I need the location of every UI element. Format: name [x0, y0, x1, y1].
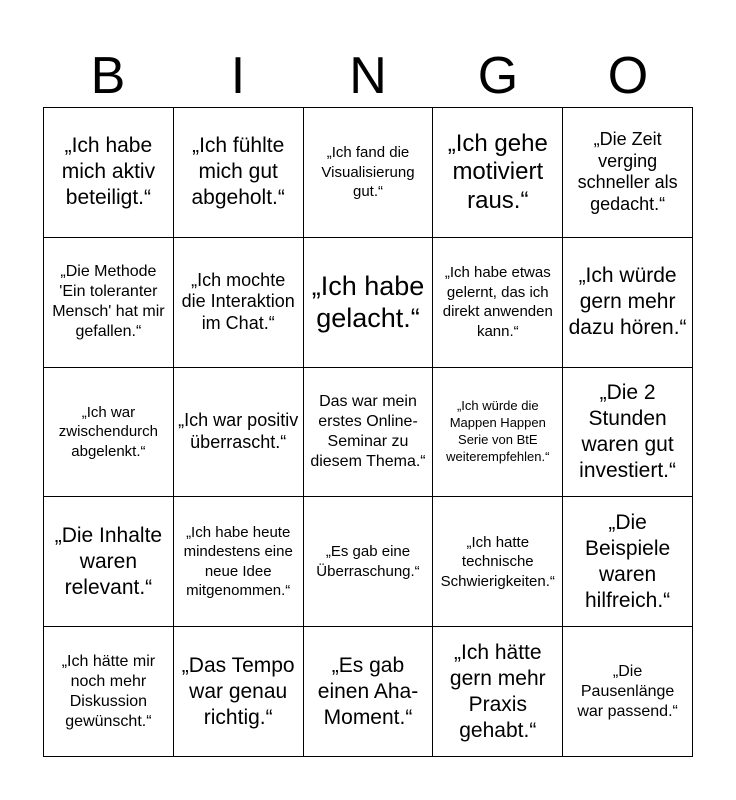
header-letter-o: O	[607, 47, 649, 105]
bingo-cell[interactable]	[433, 108, 563, 238]
bingo-cell[interactable]	[304, 497, 434, 627]
header-letter-b: B	[90, 47, 126, 105]
bingo-cell[interactable]	[304, 238, 434, 368]
bingo-cell[interactable]	[304, 368, 434, 498]
cell-text: „Ich mochte die Interaktion im Chat.“	[181, 269, 295, 333]
cell-text: „Ich würde gern mehr dazu hören.“	[568, 264, 687, 340]
bingo-cell[interactable]	[563, 238, 693, 368]
cell-text: „Die Pausenlänge war passend.“	[577, 662, 678, 720]
cell-text: „Ich war zwischendurch abgelenkt.“	[58, 403, 158, 460]
header-letter-g: G	[477, 47, 519, 105]
cell-text: „Ich gehe motiviert raus.“	[447, 129, 548, 214]
bingo-cell[interactable]	[433, 368, 563, 498]
bingo-cell[interactable]	[304, 627, 434, 757]
cell-text: „Die Inhalte waren relevant.“	[54, 523, 163, 599]
bingo-cell[interactable]	[563, 108, 693, 238]
cell-text: „Ich hätte gern mehr Praxis gehabt.“	[449, 640, 546, 742]
cell-text: „Ich fand die Visualisierung gut.“	[321, 144, 415, 201]
header-letter-n: N	[349, 47, 387, 105]
bingo-cell[interactable]	[433, 238, 563, 368]
bingo-cell[interactable]	[304, 108, 434, 238]
bingo-cell[interactable]	[44, 368, 174, 498]
bingo-cell[interactable]	[433, 497, 563, 627]
bingo-header	[43, 44, 693, 108]
cell-text: „Es gab eine Überraschung.“	[316, 543, 420, 580]
cell-text: „Ich habe etwas gelernt, das ich direkt anwenden kann.“	[442, 264, 553, 340]
cell-text: „Ich habe gelacht.“	[311, 270, 425, 334]
bingo-cell[interactable]	[563, 627, 693, 757]
cell-text: „Ich würde die Mappen Happen Serie von BtE weiterempfehlen.“	[446, 398, 550, 464]
header-letter-i: I	[230, 47, 246, 105]
cell-text: „Die Zeit verging schneller als gedacht.“	[577, 129, 678, 214]
bingo-cell[interactable]	[44, 108, 174, 238]
cell-text: „Ich war positiv überrascht.“	[178, 410, 299, 452]
bingo-cell[interactable]	[174, 627, 304, 757]
cell-text: „Die 2 Stunden waren gut investiert.“	[579, 380, 677, 483]
cell-text: „Ich hatte technische Schwierigkeiten.“	[440, 533, 555, 590]
cell-text: „Das Tempo war genau richtig.“	[181, 653, 295, 729]
bingo-cell[interactable]	[174, 238, 304, 368]
bingo-cell[interactable]	[44, 238, 174, 368]
bingo-cell[interactable]	[44, 497, 174, 627]
bingo-cell[interactable]	[433, 627, 563, 757]
cell-text: „Es gab einen Aha-Moment.“	[317, 653, 419, 729]
cell-text: „Die Methode 'Ein toleranter Mensch' hat mir gefallen.“	[52, 263, 165, 341]
bingo-cell[interactable]	[174, 108, 304, 238]
cell-text: „Die Beispiele waren hilfreich.“	[584, 510, 671, 612]
bingo-cell[interactable]	[174, 368, 304, 498]
bingo-cell[interactable]	[44, 627, 174, 757]
cell-text: „Ich fühlte mich gut abgeholt.“	[191, 134, 285, 210]
bingo-cell[interactable]	[563, 497, 693, 627]
cell-text: „Ich habe mich aktiv beteiligt.“	[61, 134, 156, 210]
cell-text: „Ich hätte mir noch mehr Diskussion gewünscht.“	[61, 652, 156, 730]
cell-text: „Ich habe heute mindestens eine neue Idee mitgenommen.“	[183, 523, 293, 600]
cell-text: Das war mein erstes Online-Seminar zu diesem Thema.“	[310, 392, 426, 470]
bingo-grid	[43, 107, 693, 757]
bingo-cell[interactable]	[563, 368, 693, 498]
bingo-cell[interactable]	[174, 497, 304, 627]
